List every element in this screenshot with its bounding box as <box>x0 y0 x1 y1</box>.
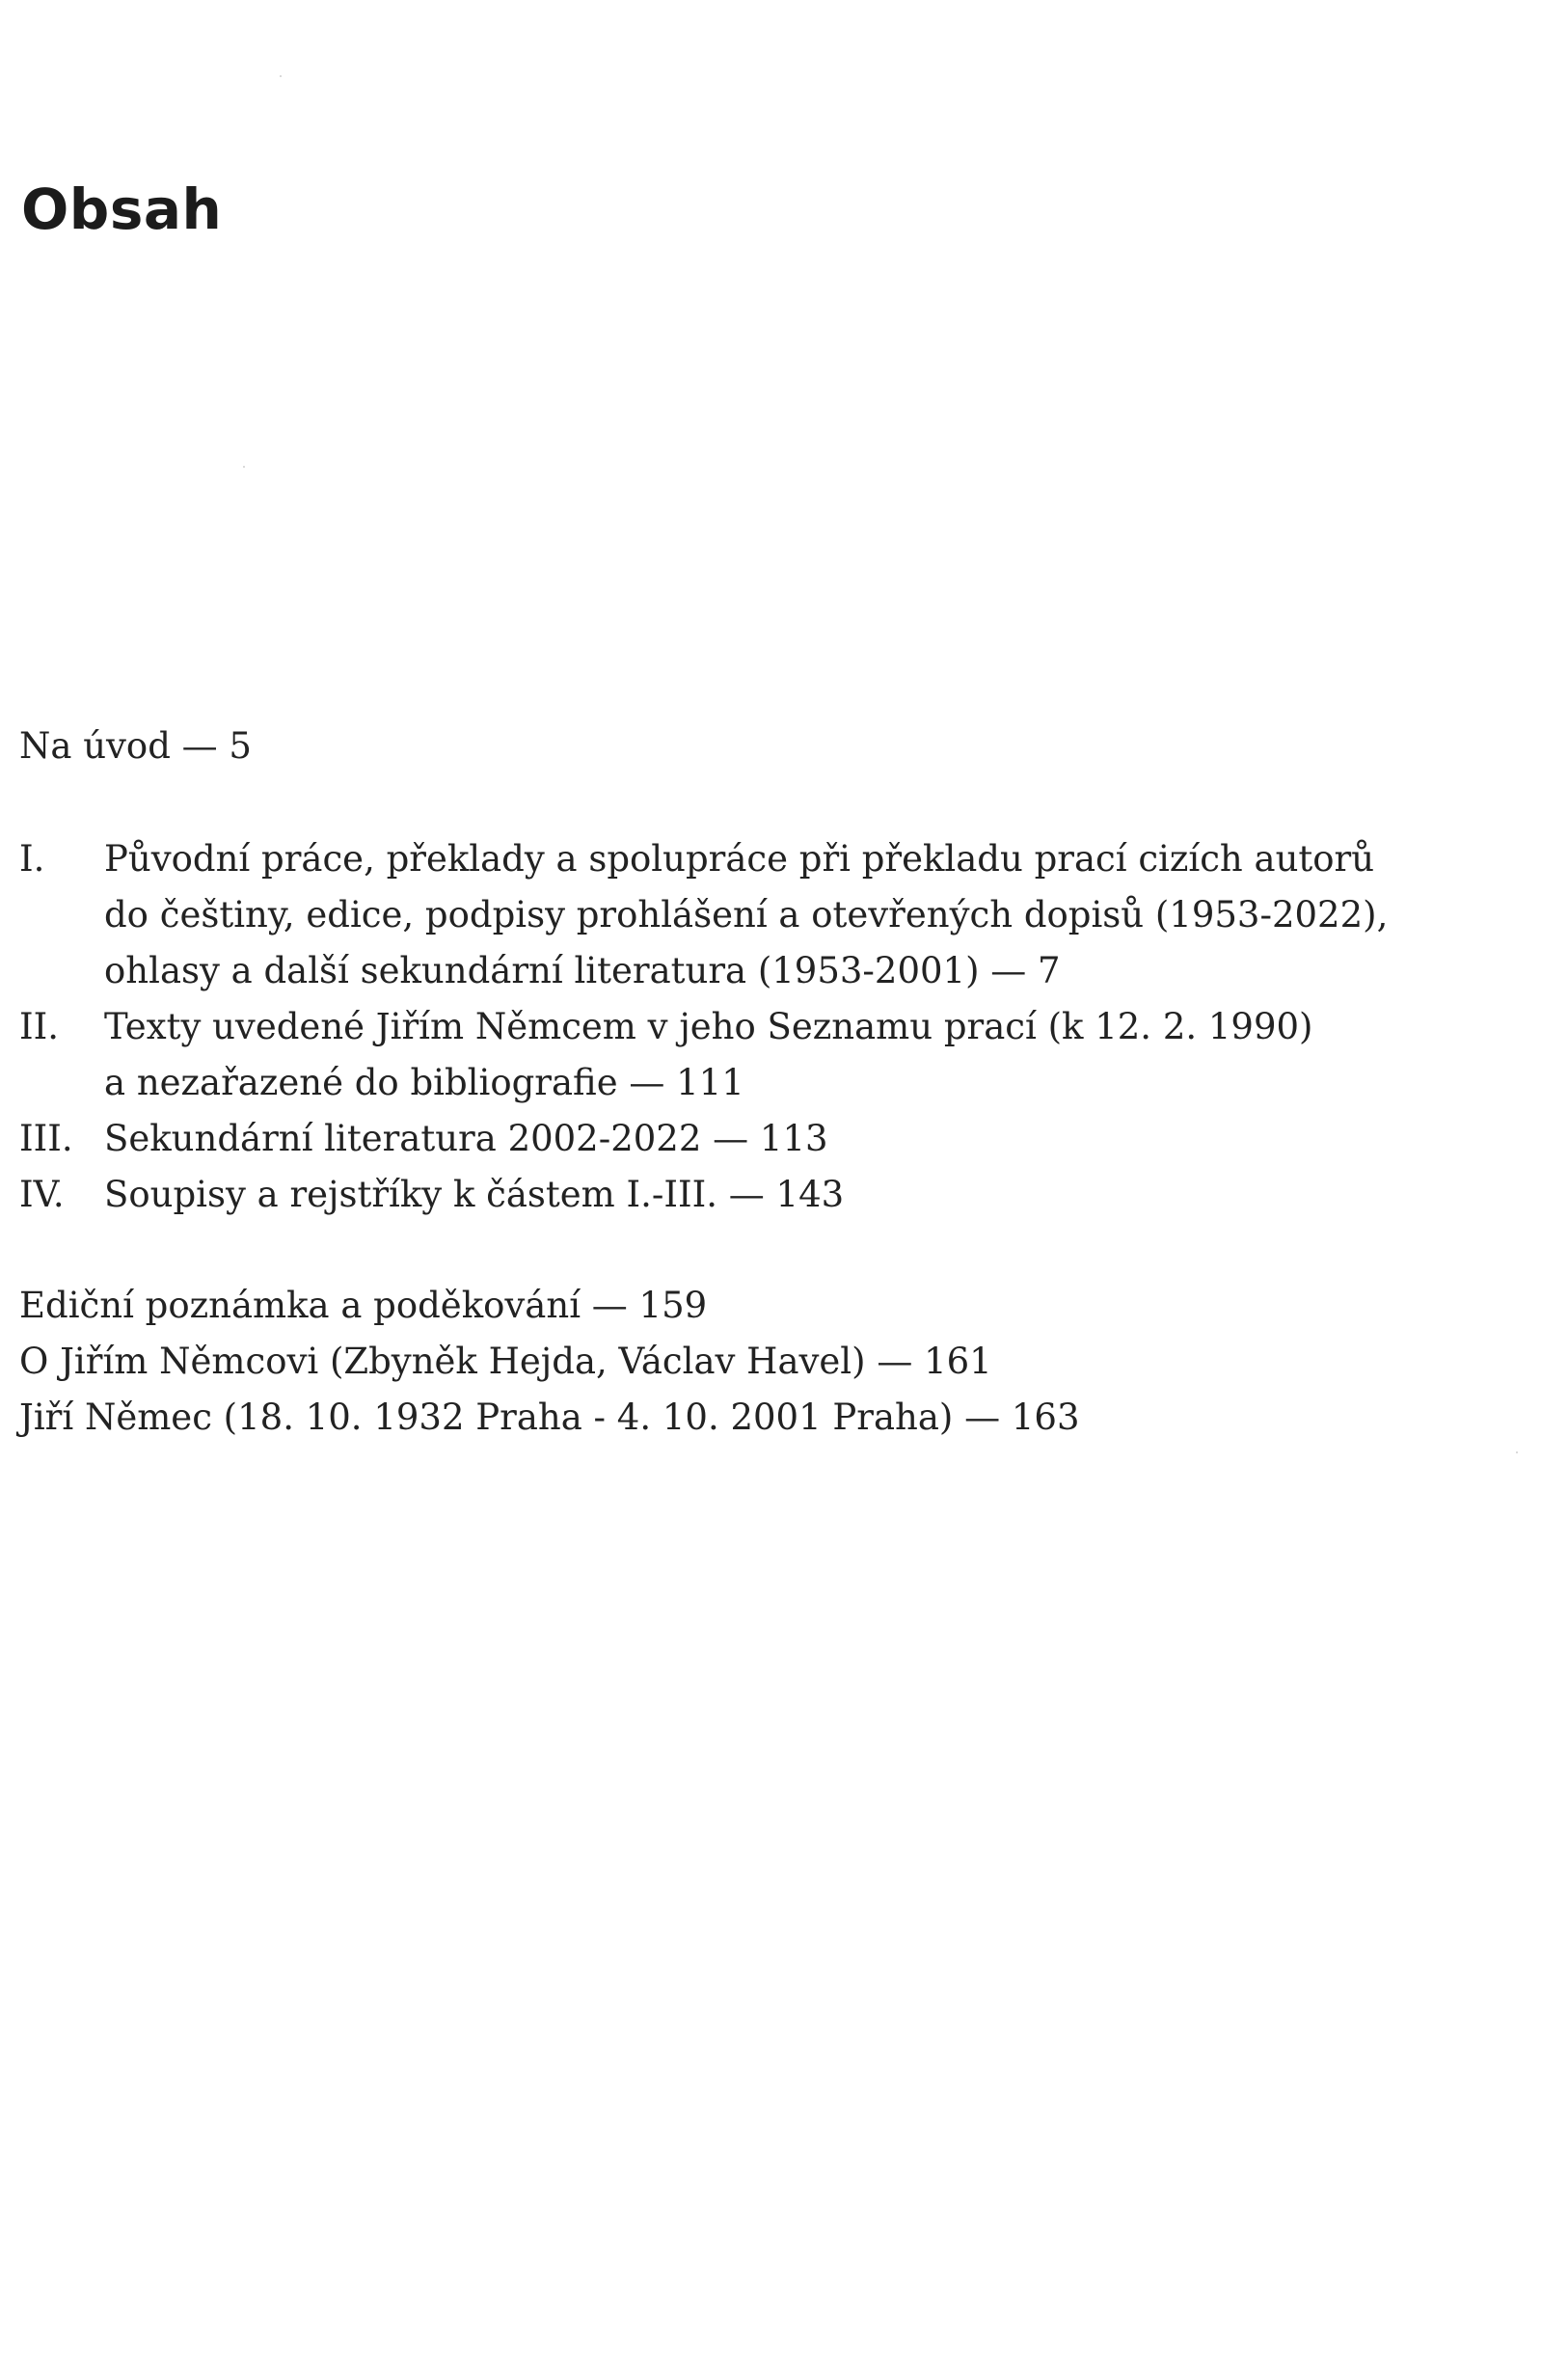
section-title <box>104 999 1418 1111</box>
paper-speck <box>280 75 282 77</box>
toc-appendix-list <box>19 1278 1080 1446</box>
section-title-line: a nezařazené do bibliografie — 111 <box>104 1062 744 1103</box>
section-title-line: Texty uvedené Jiřím Němcem v jeho Seznamu prací (k 12. 2. 1990) <box>104 1006 1313 1047</box>
toc-section-4 <box>19 1167 1418 1223</box>
toc-entry-editorial-note: Ediční poznámka a poděkování — 159 <box>19 1285 708 1326</box>
toc-section-3 <box>19 1111 1418 1167</box>
toc-entry-about-nemec: O Jiřím Němcovi (Zbyněk Hejda, Václav Havel) — 161 <box>19 1341 992 1382</box>
toc-entry-intro: Na úvod — 5 <box>19 725 252 767</box>
section-numeral: I. <box>19 838 45 880</box>
toc-section-1 <box>19 831 1418 999</box>
section-title <box>104 1111 1418 1167</box>
section-title-line: ohlasy a další sekundární literatura (1953-2001) — 7 <box>104 950 1061 991</box>
toc-section-list <box>19 831 1418 1223</box>
section-title-line: Sekundární literatura 2002-2022 — 113 <box>104 1118 828 1159</box>
paper-speck <box>243 466 245 468</box>
section-title <box>104 1167 1418 1223</box>
section-title-line: Původní práce, překlady a spolupráce při překladu prací cizích autorů <box>104 838 1375 880</box>
section-numeral: IV. <box>19 1174 65 1215</box>
paper-speck <box>1516 1451 1518 1453</box>
section-title <box>104 831 1418 999</box>
section-title-line: do češtiny, edice, podpisy prohlášení a otevřených dopisů (1953-2022), <box>104 894 1389 935</box>
toc-section-2 <box>19 999 1418 1111</box>
section-numeral: III. <box>19 1118 73 1159</box>
toc-entry-biography: Jiří Němec (18. 10. 1932 Praha - 4. 10. 2001 Praha) — 163 <box>19 1396 1080 1438</box>
section-numeral: II. <box>19 1006 59 1047</box>
section-title-line: Soupisy a rejstříky k částem I.-III. — 143 <box>104 1174 845 1215</box>
page-title: Obsah <box>21 176 223 242</box>
